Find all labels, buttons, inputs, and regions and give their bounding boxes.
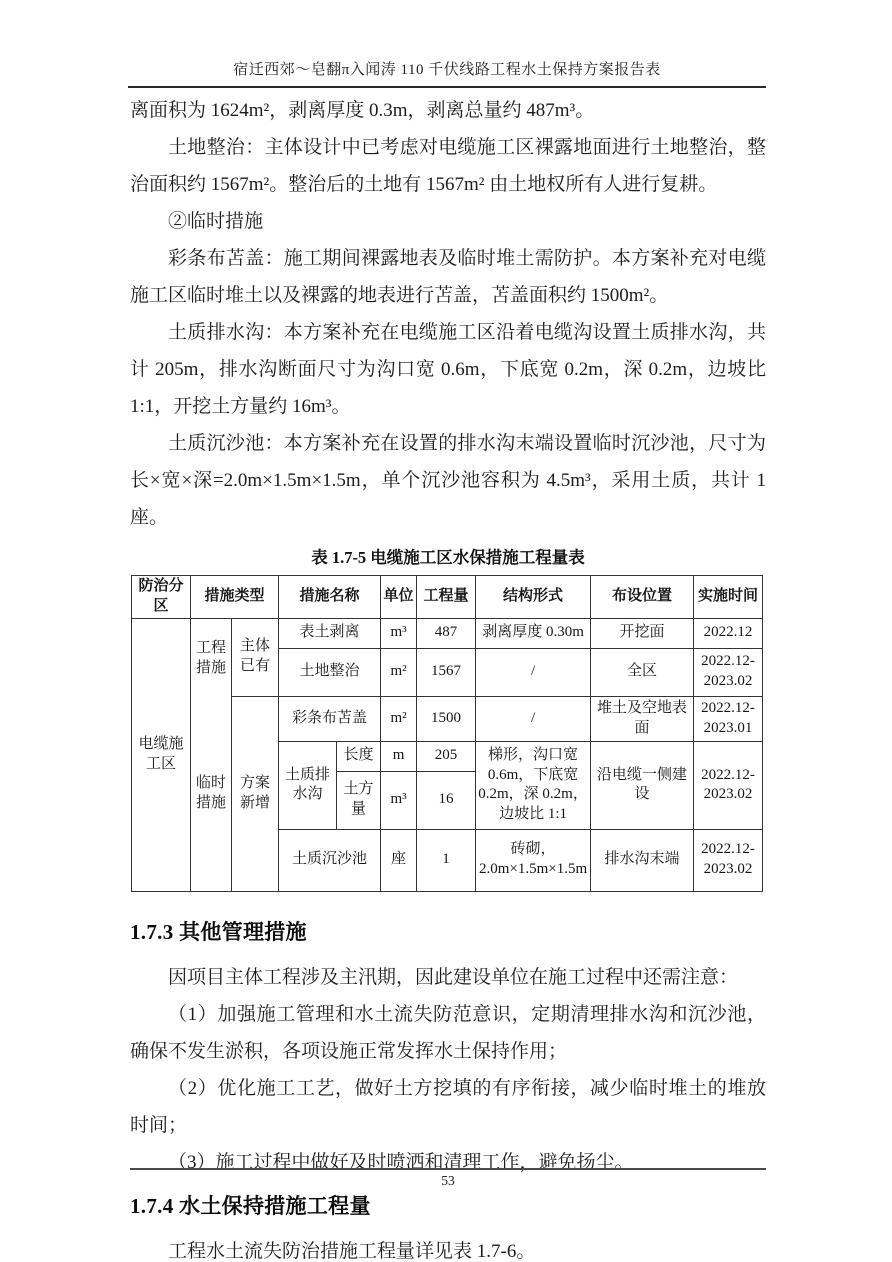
cell-measure-name: 土地整治 [279, 648, 381, 696]
cell-location: 排水沟末端 [591, 829, 694, 891]
cell-quantity: 1500 [417, 696, 476, 742]
cell-measure-name: 土质沉沙池 [279, 829, 381, 891]
cell-group-new: 方案新增 [232, 696, 279, 891]
cell-location: 开挖面 [591, 618, 694, 648]
cell-measure-name: 彩条布苫盖 [279, 696, 381, 742]
paragraph-173-item-3: （3）施工过程中做好及时喷洒和清理工作，避免扬尘。 [168, 1151, 634, 1173]
paragraph-sedimentation-pond: 土质沉沙池：本方案补充在设置的排水沟末端设置临时沉沙池，尺寸为长×宽×深=2.0m×1.5m×1.5m，单个沉沙池容积为 4.5m³，采用土质，共计 1 座。 [130, 433, 766, 528]
section-title-1-7-4: 1.7.4 水土保持措施工程量 [130, 1193, 371, 1218]
table-caption: 表 1.7-5 电缆施工区水保措施工程量表 [311, 548, 585, 567]
header-cell-unit: 单位 [381, 576, 417, 619]
cell-zone: 电缆施工区 [132, 618, 191, 891]
cell-measure-type-column [191, 618, 232, 891]
measures-quantity-table [131, 575, 763, 892]
cell-time: 2022.12-2023.02 [694, 742, 763, 830]
cell-unit: m² [381, 648, 417, 696]
cell-unit: m² [381, 696, 417, 742]
paragraph-173-item-1: （1）加强施工管理和水土流失防范意识，定期清理排水沟和沉沙池，确保不发生淤积，各项设施正常发挥水土保持作用； [130, 1003, 766, 1062]
paragraph-173-item-2: （2）优化施工工艺，做好土方挖填的有序衔接，减少临时堆土的堆放时间； [130, 1077, 766, 1136]
cell-structure: / [476, 696, 591, 742]
cell-measure-name: 土质排水沟 [279, 742, 337, 830]
cell-quantity: 205 [417, 742, 476, 772]
cell-structure: / [476, 648, 591, 696]
cell-location: 全区 [591, 648, 694, 696]
cell-unit: m³ [381, 618, 417, 648]
cell-group-existing: 主体已有 [232, 618, 279, 696]
cell-structure: 剥离厚度 0.30m [476, 618, 591, 648]
footer-rule [130, 1168, 766, 1170]
cell-time: 2022.12-2023.01 [694, 696, 763, 742]
page-number: 53 [441, 1173, 455, 1188]
cell-measure-name: 表土剥离 [279, 618, 381, 648]
page-content [130, 92, 766, 1262]
cell-quantity: 487 [417, 618, 476, 648]
cell-type-engineering: 工程措施 [195, 639, 226, 676]
cell-quantity: 1567 [417, 648, 476, 696]
header-cell-location: 布设位置 [591, 576, 694, 619]
section-title-1-7-3: 1.7.3 其他管理措施 [130, 919, 307, 944]
cell-subitem: 土方量 [337, 771, 381, 829]
paragraph-land-rehabilitation: 土地整治：主体设计中已考虑对电缆施工区裸露地面进行土地整治，整治面积约 1567m²。整治后的土地有 1567m² 由土地权所有人进行复耕。 [130, 137, 766, 195]
header-cell-quantity: 工程量 [417, 576, 476, 619]
header-cell-type: 措施类型 [191, 576, 279, 619]
cell-structure: 砖砌，2.0m×1.5m×1.5m [476, 829, 591, 891]
cell-structure: 梯形，沟口宽 0.6m，下底宽 0.2m，深 0.2m，边坡比 1:1 [476, 742, 591, 830]
table-row [132, 618, 763, 648]
running-header-title: 宿迁西郊～皂翻π入闻涛 110 千伏线路工程水土保持方案报告表 [128, 58, 766, 88]
cell-unit: 座 [381, 829, 417, 891]
header-cell-time: 实施时间 [694, 576, 763, 619]
paragraph-173-intro: 因项目主体工程涉及主汛期，因此建设单位在施工过程中还需注意： [168, 966, 739, 988]
cell-quantity: 16 [417, 771, 476, 829]
cell-quantity: 1 [417, 829, 476, 891]
paragraph-tarpaulin-cover: 彩条布苫盖：施工期间裸露地表及临时堆土需防护。本方案补充对电缆施工区临时堆土以及裸露的地表进行苫盖，苫盖面积约 1500m²。 [130, 248, 766, 306]
paragraph-174-intro: 工程水土流失防治措施工程量详见表 1.7-6。 [168, 1240, 536, 1262]
cell-time: 2022.12 [694, 618, 763, 648]
header-cell-structure: 结构形式 [476, 576, 591, 619]
cell-unit: m³ [381, 771, 417, 829]
cell-subitem: 长度 [337, 742, 381, 772]
paragraph-temporary-measures-label: ②临时措施 [168, 211, 264, 232]
header-cell-zone: 防治分区 [132, 576, 191, 619]
cell-time: 2022.12-2023.02 [694, 829, 763, 891]
paragraph-stripping-continuation: 离面积为 1624m²，剥离厚度 0.3m，剥离总量约 487m³。 [130, 100, 595, 121]
cell-location: 沿电缆一侧建设 [591, 742, 694, 830]
paragraph-drainage-ditch: 土质排水沟：本方案补充在电缆施工区沿着电缆沟设置土质排水沟，共计 205m，排水沟断面尺寸为沟口宽 0.6m，下底宽 0.2m，深 0.2m，边坡比 1:1，开挖土方量约 16m³。 [130, 322, 766, 417]
cell-time: 2022.12-2023.02 [694, 648, 763, 696]
header-cell-name: 措施名称 [279, 576, 381, 619]
table-header-row [132, 576, 763, 619]
cell-type-temporary: 临时措施 [195, 774, 226, 811]
cell-location: 堆土及空地表面 [591, 696, 694, 742]
cell-unit: m [381, 742, 417, 772]
